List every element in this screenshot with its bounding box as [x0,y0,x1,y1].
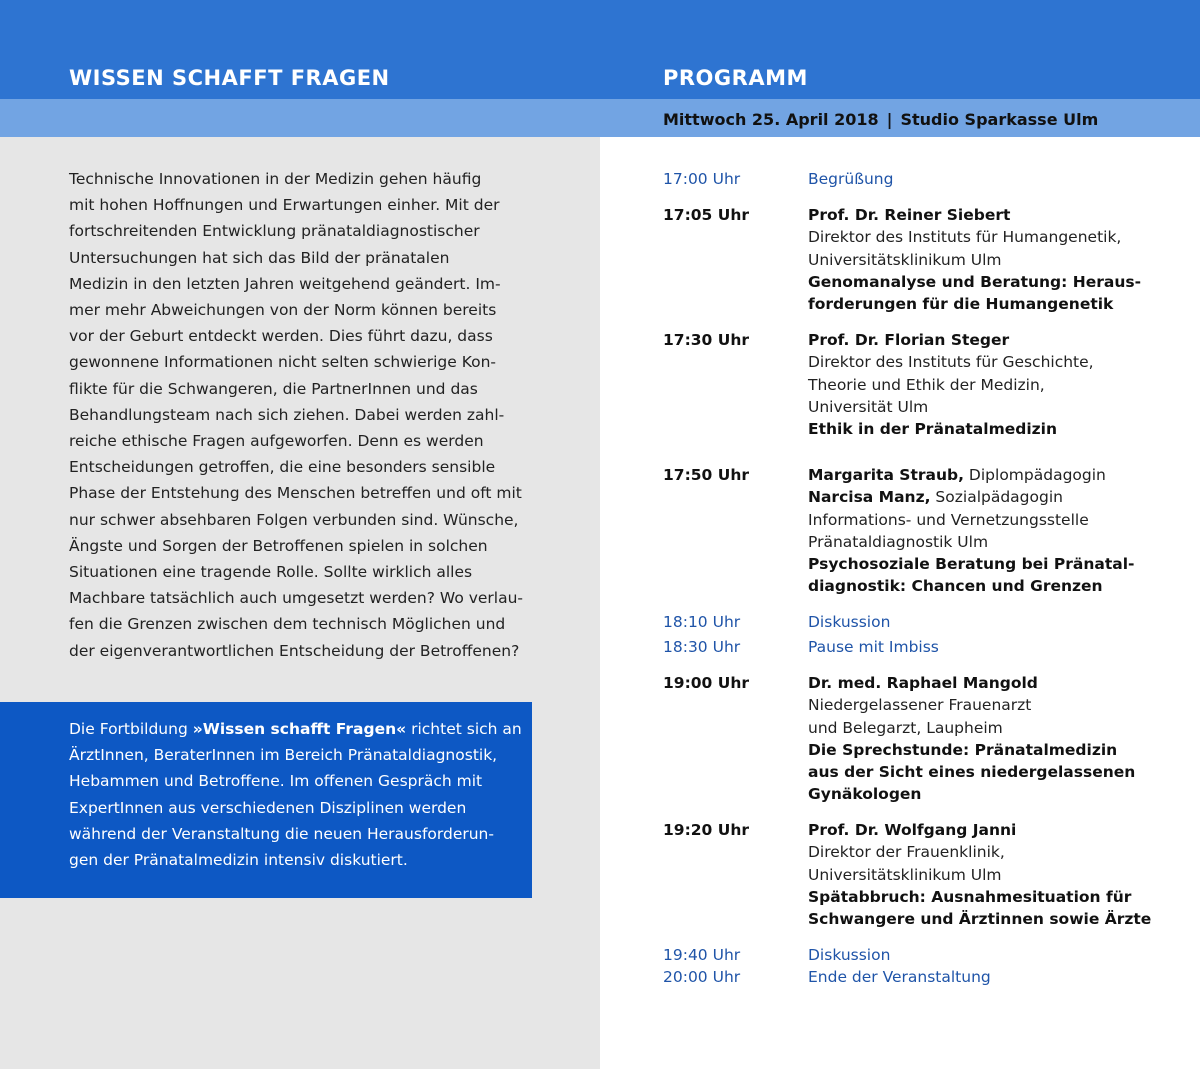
talk-topic: forderungen für die Humangenetik [808,295,1114,314]
intro-line: mit hohen Hoffnungen und Erwartungen einher. Mit der [69,196,500,215]
program-title-text: Diskussion [808,946,891,964]
event-date-venue [663,108,1098,132]
intro-line: Behandlungsteam nach sich ziehen. Dabei werden zahl- [69,405,505,424]
box-line [69,716,529,742]
program-title: PROGRAMM [663,66,808,90]
target-audience-text [69,716,529,873]
program-time: 19:20 Uhr [663,821,749,839]
speaker-role: Sozialpädagogin [930,488,1063,507]
box-text-pre: Die Fortbildung [69,720,193,738]
intro-line: Situationen eine tragende Rolle. Sollte wirklich alles [69,563,473,582]
talk-topic: Die Sprechstunde: Pränatalmedizin [808,740,1118,759]
speaker-role: Informations- und Vernetzungsstelle [808,510,1089,529]
box-text-bold: »Wissen schafft Fragen« [192,720,407,738]
box-line: Hebammen und Betroffene. Im offenen Gespräch mit [69,772,483,791]
intro-line: Technische Innovationen in der Medizin gehen häufig [69,170,482,188]
intro-line: reiche ethische Fragen aufgeworfen. Denn es werden [69,432,484,451]
speaker-role: Direktor des Instituts für Humangenetik, [808,228,1122,247]
intro-line: Ängste und Sorgen der Betroffenen spielen in solchen [69,536,488,555]
program-title-text: Ende der Veranstaltung [808,968,991,986]
intro-line: mer mehr Abweichungen von der Norm können bereits [69,301,497,320]
intro-line: Phase der Entstehung des Menschen betreffen und oft mit [69,484,522,503]
left-section-title: WISSEN SCHAFFT FRAGEN [69,66,390,90]
program-time: 18:10 Uhr [663,613,741,631]
program-time: 19:40 Uhr [663,946,741,964]
intro-line: Machbare tatsächlich auch umgesetzt werden? Wo verlau- [69,589,524,608]
speaker-role: Universitätsklinikum Ulm [808,250,1002,269]
intro-line: flikte für die Schwangeren, die PartnerInnen und das [69,379,478,398]
intro-line: der eigenverantwortlichen Entscheidung der Betroffenen? [69,641,520,660]
program-time: 17:50 Uhr [663,466,749,484]
separator: | [886,110,893,129]
talk-topic: Genomanalyse und Beratung: Heraus- [808,272,1142,291]
speaker-role: Direktor des Instituts für Geschichte, [808,353,1094,372]
intro-line: nur schwer absehbaren Folgen verbunden sind. Wünsche, [69,510,519,529]
intro-line: Medizin in den letzten Jahren weitgehend geändert. Im- [69,274,501,293]
talk-topic: Gynäkologen [808,785,922,804]
speaker-name: Margarita Straub, [808,466,964,484]
talk-topic: Ethik in der Pränatalmedizin [808,420,1058,439]
program-title-text: Diskussion [808,613,891,631]
event-date: Mittwoch 25. April 2018 [663,110,879,129]
speaker-role: Universität Ulm [808,397,929,416]
program-title-text: Begrüßung [808,170,894,188]
talk-topic: Schwangere und Ärztinnen sowie Ärzte [808,910,1152,929]
event-venue: Studio Sparkasse Ulm [900,110,1099,129]
speaker-line [808,486,1188,508]
speaker-name: Prof. Dr. Reiner Siebert [808,206,1011,224]
box-line: ExpertInnen aus verschiedenen Disziplinen werden [69,798,467,817]
box-line: während der Veranstaltung die neuen Herausforderun- [69,824,494,843]
speaker-name: Prof. Dr. Wolfgang Janni [808,821,1017,839]
intro-line: fen die Grenzen zwischen dem technisch Möglichen und [69,615,506,634]
speaker-role: Universitätsklinikum Ulm [808,865,1002,884]
intro-line: Entscheidungen getroffen, die eine besonders sensible [69,458,496,477]
speaker-line [808,464,1188,486]
program-time: 20:00 Uhr [663,968,741,986]
speaker-role: Diplompädagogin [964,466,1106,484]
intro-line: Untersuchungen hat sich das Bild der pränatalen [69,248,450,267]
box-line: ÄrztInnen, BeraterInnen im Bereich Pränataldiagnostik, [69,746,498,765]
program-time: 19:00 Uhr [663,674,749,692]
talk-topic: diagnostik: Chancen und Grenzen [808,577,1103,596]
speaker-role: Theorie und Ethik der Medizin, [808,375,1045,394]
box-text-post: richtet sich an [406,720,522,738]
talk-topic: Psychosoziale Beratung bei Pränatal- [808,555,1135,574]
program-time: 17:00 Uhr [663,170,741,188]
talk-topic: Spätabbruch: Ausnahmesituation für [808,887,1132,906]
speaker-name: Dr. med. Raphael Mangold [808,674,1038,692]
intro-line: fortschreitenden Entwicklung pränataldiagnostischer [69,222,480,241]
box-line: gen der Pränatalmedizin intensiv diskutiert. [69,851,408,870]
intro-text [69,166,539,664]
program-time: 17:05 Uhr [663,206,749,224]
speaker-role: Pränataldiagnostik Ulm [808,532,989,551]
program-title-text: Pause mit Imbiss [808,638,939,656]
intro-line: gewonnene Informationen nicht selten schwierige Kon- [69,353,496,372]
speaker-name: Narcisa Manz, [808,488,931,507]
program-time: 18:30 Uhr [663,638,741,656]
speaker-role: Direktor der Frauenklinik, [808,843,1005,862]
intro-line: vor der Geburt entdeckt werden. Dies führt dazu, dass [69,327,493,346]
speaker-role: Niedergelassener Frauenarzt [808,696,1032,715]
speaker-role: und Belegarzt, Laupheim [808,718,1003,737]
program-time: 17:30 Uhr [663,331,749,349]
speaker-name: Prof. Dr. Florian Steger [808,331,1010,349]
talk-topic: aus der Sicht eines niedergelassenen [808,763,1136,782]
